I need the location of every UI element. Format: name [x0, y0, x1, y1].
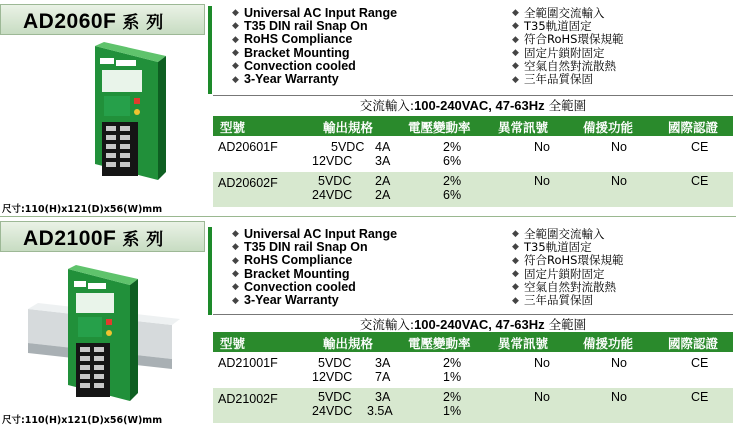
current-cell: 2A [375, 188, 391, 202]
features-chinese [512, 227, 732, 307]
accent-divider [208, 227, 212, 315]
alarm-cell: No [534, 356, 550, 370]
model-cell: AD20602F [218, 176, 278, 190]
bullet-icon: ◆ [512, 268, 519, 279]
header-regulation: 電壓變動率 [408, 336, 471, 351]
model-cell: AD21001F [218, 356, 278, 370]
current-cell: 3.5A [367, 404, 393, 418]
current-cell: 3A [375, 154, 391, 168]
voltage-cell: 12VDC [312, 154, 353, 168]
header-redundancy: 備援功能 [583, 336, 634, 351]
alarm-cell: No [534, 140, 550, 154]
voltage-cell: 24VDC [312, 188, 353, 202]
feature-item: ◆ Bracket Mounting [232, 266, 350, 281]
table-row [213, 136, 733, 172]
dimensions-label: 尺寸:110(H)x121(D)x56(W)mm [2, 204, 163, 215]
product-overview [0, 217, 207, 434]
product-overview [0, 0, 207, 217]
regulation-cell: 1% [443, 404, 462, 418]
model-cell: AD20601F [218, 140, 278, 154]
redundancy-cell: No [611, 356, 627, 370]
regulation-cell: 6% [443, 154, 462, 168]
input-spec-line: 交流輸入:100-240VAC, 47-63Hz 全範圍 [213, 95, 733, 114]
header-alarm: 異常訊號 [498, 120, 549, 135]
header-output: 輸出規格 [323, 120, 374, 135]
bullet-icon: ◆ [512, 60, 519, 71]
feature-item: ◆ Convection cooled [232, 58, 356, 73]
voltage-cell: 5VDC [318, 390, 352, 404]
alarm-cell: No [534, 390, 550, 404]
feature-item: ◆ T35 DIN rail Snap On [232, 239, 368, 254]
series-title: AD2100F 系 列 [23, 227, 164, 250]
header-model: 型號 [220, 120, 246, 135]
features-chinese [512, 6, 732, 86]
bullet-icon: ◆ [512, 228, 519, 239]
power-supply-photo [40, 40, 180, 190]
spec-table-header [213, 116, 733, 136]
bullet-icon: ◆ [512, 241, 519, 252]
redundancy-cell: No [611, 174, 627, 188]
bullet-icon: ◆ [232, 73, 239, 84]
feature-item-cn: ◆ 符合RoHS環保規範 [512, 32, 624, 47]
series-title-bar [0, 4, 205, 35]
features-english [232, 6, 502, 86]
feature-item-cn: ◆ 三年品質保固 [512, 72, 593, 87]
bullet-icon: ◆ [232, 241, 239, 252]
feature-item-cn: ◆ T35軌道固定 [512, 18, 592, 33]
feature-item-cn: ◆ 固定片鎖附固定 [512, 45, 605, 60]
current-cell: 2A [375, 174, 391, 188]
header-certification: 國際認證 [668, 336, 719, 351]
bullet-icon: ◆ [512, 73, 519, 84]
alarm-cell: No [534, 174, 550, 188]
regulation-cell: 2% [443, 356, 462, 370]
table-row [213, 388, 733, 423]
header-regulation: 電壓變動率 [408, 120, 471, 135]
features-english [232, 227, 502, 307]
certification-cell: CE [691, 356, 709, 370]
dimensions-label: 尺寸:110(H)x121(D)x56(W)mm [2, 415, 163, 426]
certification-cell: CE [691, 140, 709, 154]
feature-item: ◆ Universal AC Input Range [232, 226, 398, 241]
current-cell: 7A [375, 370, 391, 384]
bullet-icon: ◆ [232, 228, 239, 239]
header-model: 型號 [220, 336, 246, 351]
accent-divider [208, 6, 212, 94]
regulation-cell: 2% [443, 174, 462, 188]
bullet-icon: ◆ [232, 294, 239, 305]
voltage-cell: 5VDC [318, 174, 352, 188]
bullet-icon: ◆ [512, 33, 519, 44]
feature-item: ◆ RoHS Compliance [232, 253, 353, 268]
voltage-cell: 5VDC [318, 356, 352, 370]
table-row [213, 172, 733, 207]
feature-item: ◆ 3-Year Warranty [232, 72, 339, 87]
table-row [213, 352, 733, 388]
header-certification: 國際認證 [668, 120, 719, 135]
model-cell: AD21002F [218, 392, 278, 406]
voltage-cell: 5VDC [331, 140, 365, 154]
bullet-icon: ◆ [232, 60, 239, 71]
certification-cell: CE [691, 174, 709, 188]
voltage-cell: 12VDC [312, 370, 353, 384]
bullet-icon: ◆ [512, 47, 519, 58]
bullet-icon: ◆ [512, 254, 519, 265]
feature-item: ◆ T35 DIN rail Snap On [232, 18, 368, 33]
current-cell: 3A [375, 390, 391, 404]
feature-item-cn: ◆ 三年品質保固 [512, 293, 593, 308]
input-spec-line: 交流輸入:100-240VAC, 47-63Hz 全範圍 [213, 314, 733, 333]
product-section-ad2100f [0, 217, 736, 434]
regulation-cell: 2% [443, 140, 462, 154]
bullet-icon: ◆ [232, 7, 239, 18]
feature-item-cn: ◆ 空氣自然對流散熱 [512, 58, 616, 73]
regulation-cell: 1% [443, 370, 462, 384]
header-redundancy: 備援功能 [583, 120, 634, 135]
bullet-icon: ◆ [232, 33, 239, 44]
bullet-icon: ◆ [232, 47, 239, 58]
regulation-cell: 2% [443, 390, 462, 404]
bullet-icon: ◆ [512, 7, 519, 18]
regulation-cell: 6% [443, 188, 462, 202]
series-title: AD2060F 系 列 [23, 10, 164, 33]
current-cell: 3A [375, 356, 391, 370]
bullet-icon: ◆ [232, 20, 239, 31]
spec-table-header [213, 332, 733, 352]
bullet-icon: ◆ [232, 281, 239, 292]
feature-item: ◆ Bracket Mounting [232, 45, 350, 60]
header-alarm: 異常訊號 [498, 336, 549, 351]
redundancy-cell: No [611, 390, 627, 404]
feature-item-cn: ◆ 全範圍交流輸入 [512, 226, 605, 241]
power-supply-photo [22, 261, 192, 411]
feature-item-cn: ◆ 全範圍交流輸入 [512, 5, 605, 20]
bullet-icon: ◆ [232, 268, 239, 279]
bullet-icon: ◆ [512, 294, 519, 305]
bullet-icon: ◆ [232, 254, 239, 265]
bullet-icon: ◆ [512, 20, 519, 31]
redundancy-cell: No [611, 140, 627, 154]
certification-cell: CE [691, 390, 709, 404]
feature-item-cn: ◆ 空氣自然對流散熱 [512, 279, 616, 294]
voltage-cell: 24VDC [312, 404, 353, 418]
bullet-icon: ◆ [512, 281, 519, 292]
header-output: 輸出規格 [323, 336, 374, 351]
feature-item-cn: ◆ T35軌道固定 [512, 239, 592, 254]
series-title-bar [0, 221, 205, 252]
feature-item: ◆ RoHS Compliance [232, 32, 353, 47]
feature-item-cn: ◆ 固定片鎖附固定 [512, 266, 605, 281]
feature-item: ◆ 3-Year Warranty [232, 293, 339, 308]
feature-item-cn: ◆ 符合RoHS環保規範 [512, 253, 624, 268]
feature-item: ◆ Universal AC Input Range [232, 5, 398, 20]
current-cell: 4A [375, 140, 391, 154]
feature-item: ◆ Convection cooled [232, 279, 356, 294]
